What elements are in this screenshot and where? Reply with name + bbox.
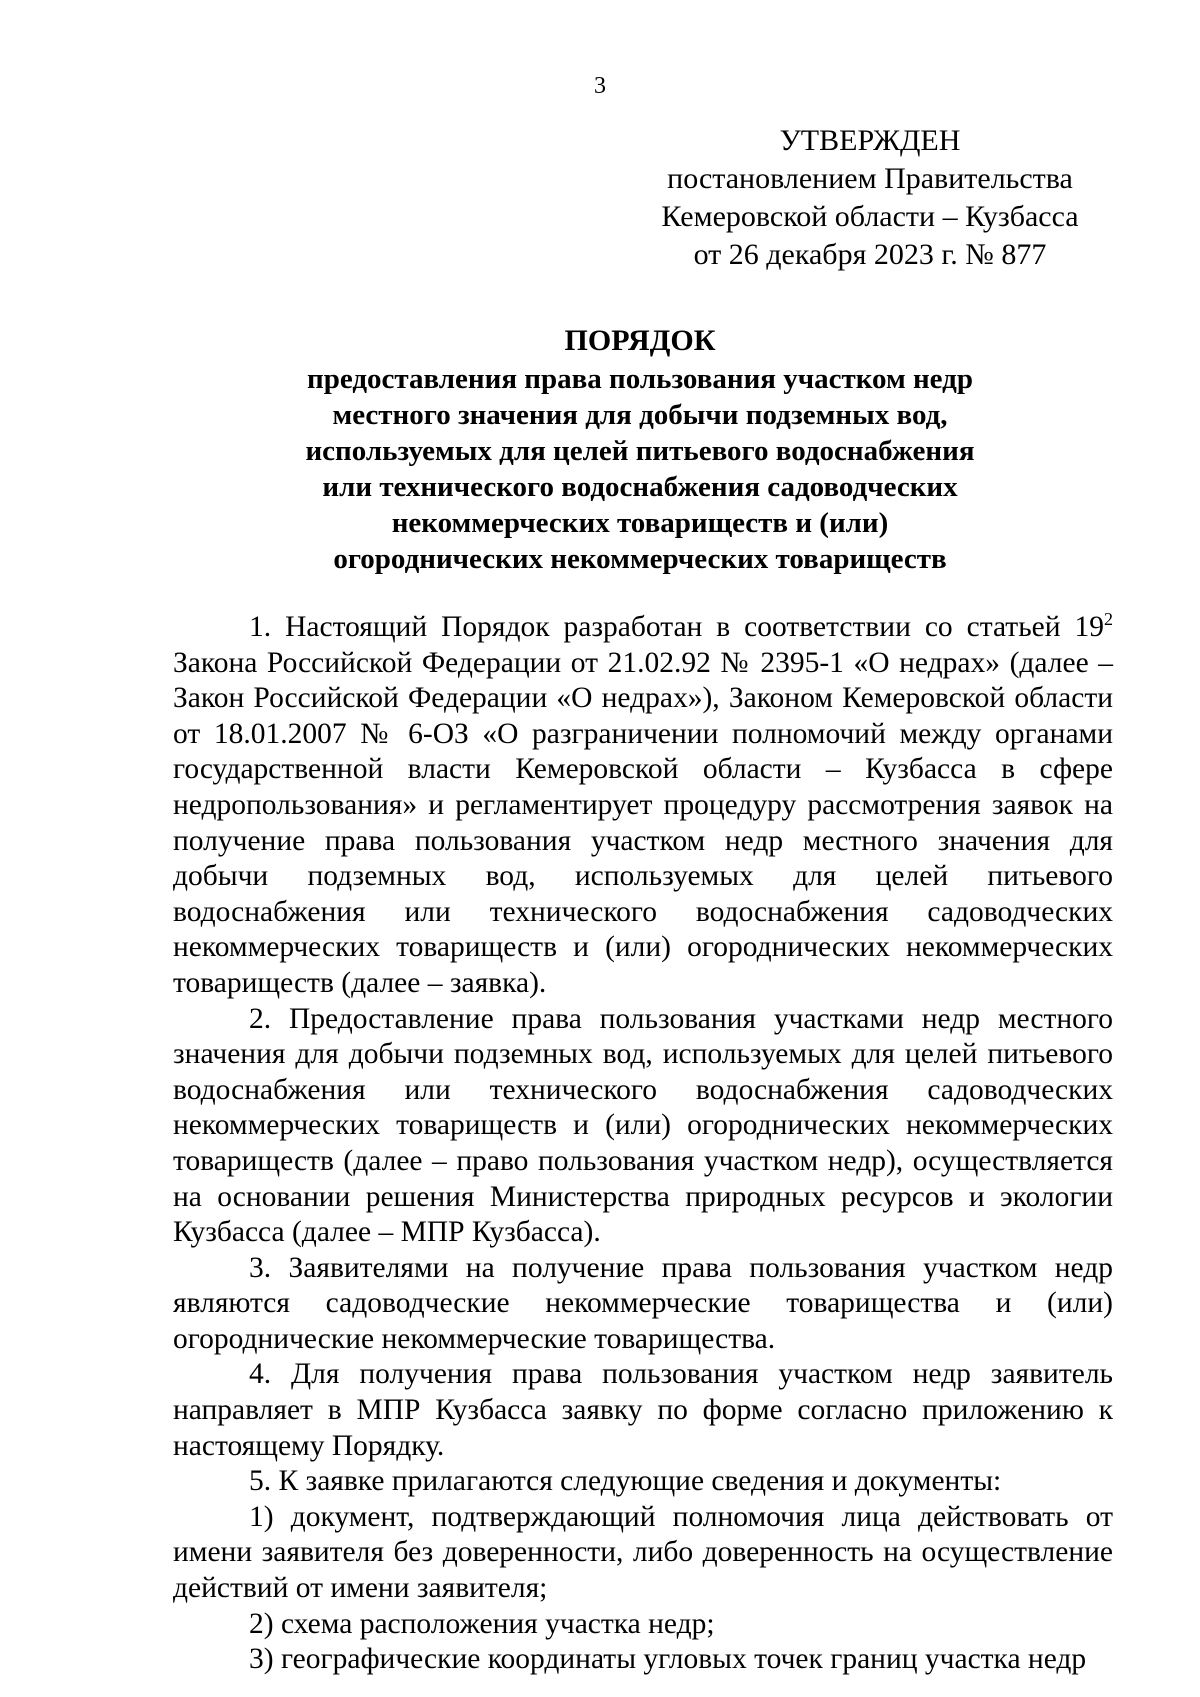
approval-stamp (640, 122, 1100, 274)
paragraph-5: 5. К заявке прилагаются следующие сведения и документы: (249, 1465, 1002, 1498)
approval-line: от 26 декабря 2023 г. № 877 (693, 238, 1047, 271)
page-number: 3 (594, 73, 606, 99)
paragraph-1-text-end: Закона Российской Федерации от 21.02.92 № 2395-1 «О недрах» (далее – Закон Российской Федерации «О недрах»), Законом Кемеровской области от 18.01.2007 № 6-ОЗ «О разграничении полномочий между органами государственной власти Кемеровской области – Кузбасса в сфере недропользования» и регламентирует процедуру рассмотрения заявок на получение права пользования участком недр местного значения для добычи подземных вод, используемых для целей питьевого водоснабжения или технического водоснабжения садоводческих некоммерческих товариществ и (или) огороднических некоммерческих товариществ (далее – заявка). (173, 646, 1113, 999)
document-title (170, 323, 1110, 577)
paragraph-1-text-start: 1. Настоящий Порядок разработан в соответствии со статьей 19 (249, 611, 1104, 643)
superscript: 2 (1104, 609, 1113, 630)
title-main: ПОРЯДОК (564, 324, 716, 357)
paragraph-2: 2. Предоставление права пользования участками недр местного значения для добычи подземных вод, используемых для целей питьевого водоснабжения или технического водоснабжения садоводческих некоммерческих товариществ и (или) огороднических некоммерческих товариществ (далее – право пользования участком недр), осуществляется на основании решения Министерства природных ресурсов и экологии Кузбасса (далее – МПР Кузбасса). (173, 1002, 1113, 1249)
subtitle-line: или технического водоснабжения садоводческих (322, 471, 958, 503)
subtitle-line: огороднических некоммерческих товариществ (333, 543, 947, 575)
title-subtitle (170, 361, 1110, 577)
document-body (173, 610, 1113, 1678)
subtitle-line: используемых для целей питьевого водоснабжения (305, 435, 975, 467)
approval-line: постановлением Правительства (667, 162, 1073, 195)
list-item: 3) географические координаты угловых точек границ участка недр (249, 1643, 1087, 1676)
paragraph-4: 4. Для получения права пользования участком недр заявитель направляет в МПР Кузбасса заявку по форме согласно приложению к настоящему Порядку. (173, 1358, 1113, 1462)
list-item: 1) документ, подтверждающий полномочия лица действовать от имени заявителя без доверенности, либо доверенность на осуществление действий от имени заявителя; (173, 1500, 1113, 1605)
paragraph-1 (173, 610, 1113, 1002)
approval-line: УТВЕРЖДЕН (779, 124, 961, 157)
subtitle-line: местного значения для добычи подземных вод, (332, 399, 948, 431)
approval-line: Кемеровской области – Кузбасса (661, 200, 1079, 233)
list-item: 2) схема расположения участка недр; (249, 1607, 715, 1640)
subtitle-line: предоставления права пользования участком недр (307, 363, 973, 395)
subtitle-line: некоммерческих товариществ и (или) (391, 507, 889, 539)
paragraph-3: 3. Заявителями на получение права пользования участком недр являются садоводческие некоммерческие товарищества и (или) огороднические некоммерческие товарищества. (173, 1251, 1113, 1355)
